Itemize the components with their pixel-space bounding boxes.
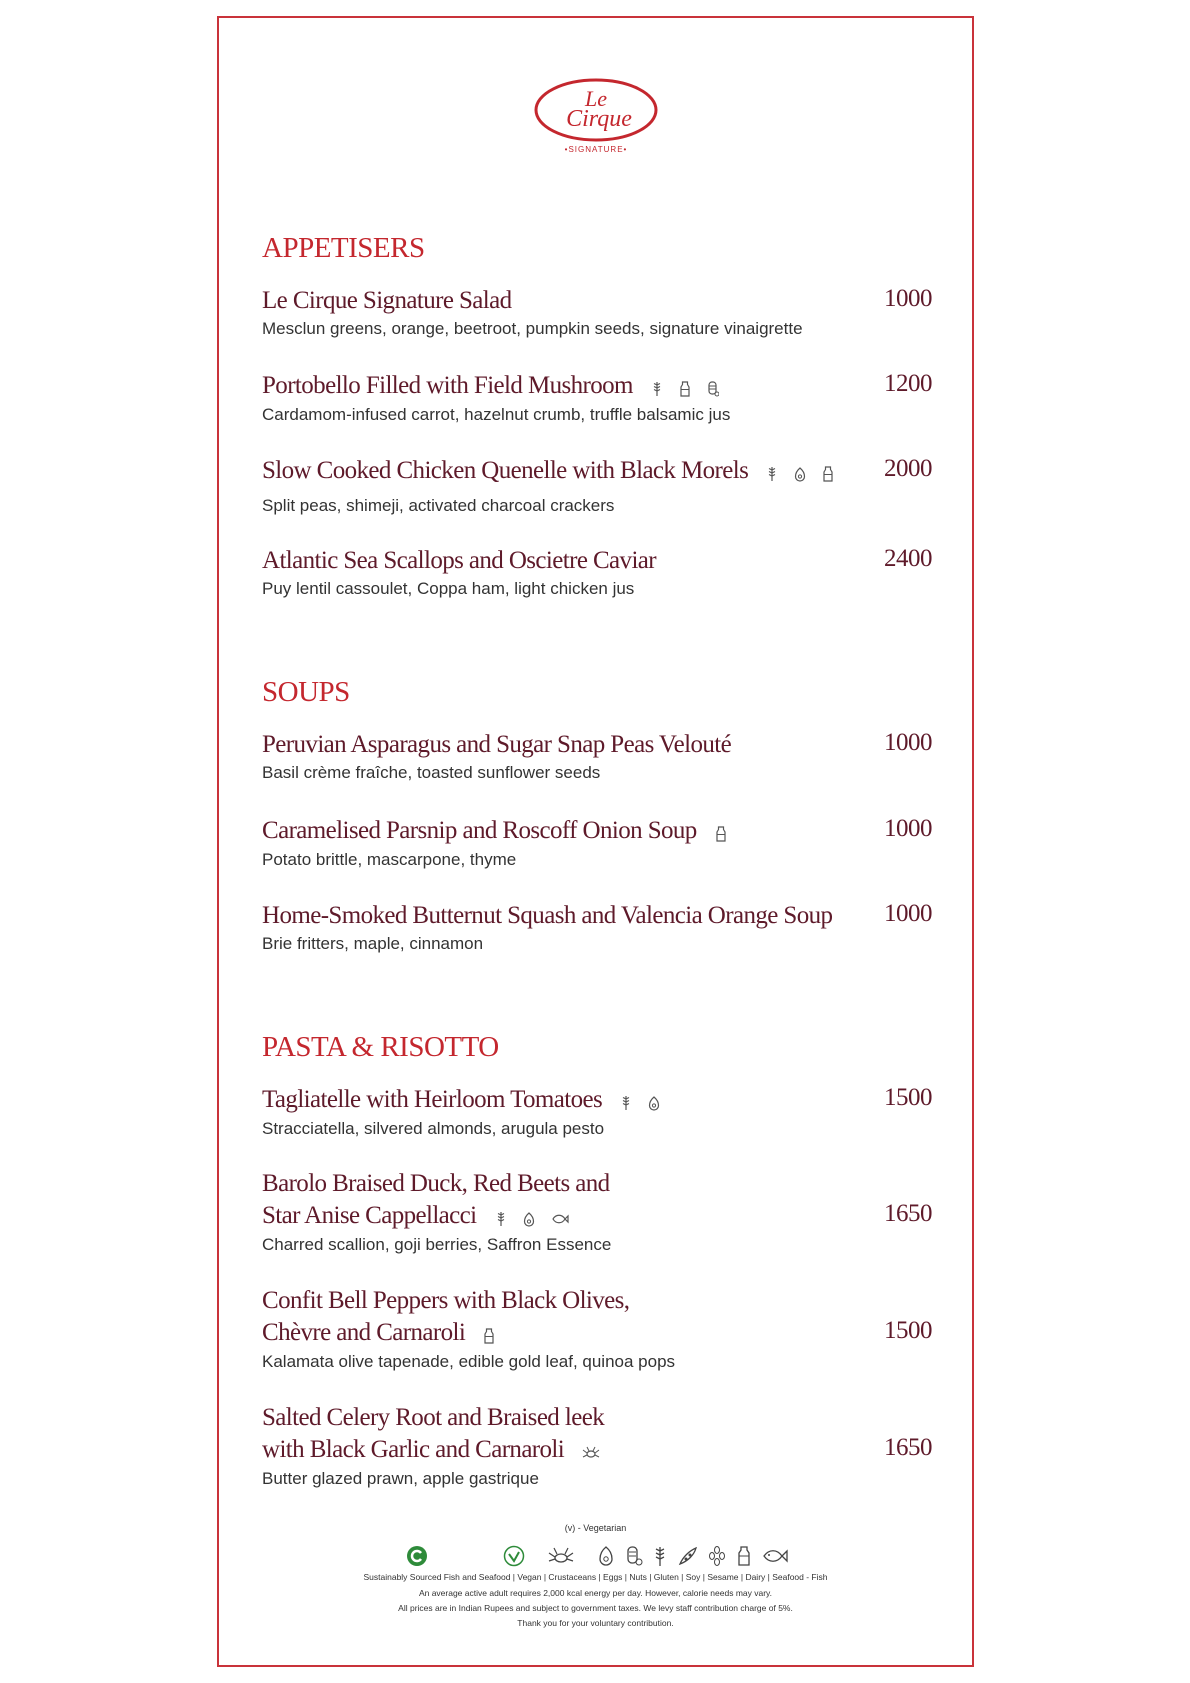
item-price: 1000 (884, 285, 932, 312)
item-name: Portobello Filled with Field Mushroom (262, 372, 633, 399)
allergen-icons (715, 816, 743, 848)
gluten-icon (766, 458, 794, 485)
item-price: 1000 (884, 900, 932, 927)
section-title-pasta-risotto: PASTA & RISOTTO (262, 1031, 499, 1063)
gluten-icon (620, 1087, 648, 1114)
menu-item (262, 1285, 932, 1372)
item-name-line1: Confit Bell Peppers with Black Olives, (262, 1287, 630, 1314)
item-name: Le Cirque Signature Salad (262, 287, 512, 314)
item-description: Brie fritters, maple, cinnamon (262, 934, 484, 953)
item-name: Tagliatelle with Heirloom Tomatoes (262, 1086, 603, 1113)
allergen-icons (582, 1435, 616, 1467)
tax-note: All prices are in Indian Rupees and subject to government taxes. We levy staff contribution charge of 5%. (398, 1603, 793, 1613)
item-description: Butter glazed prawn, apple gastrique (262, 1469, 539, 1489)
item-name-line1: Salted Celery Root and Braised leek (262, 1404, 605, 1431)
item-description: Split peas, shimeji, activated charcoal crackers (262, 496, 615, 516)
item-name: Home-Smoked Butternut Squash and Valencia Orange Soup (262, 902, 833, 929)
item-price: 1500 (884, 1084, 932, 1111)
sesame-icon (707, 1545, 727, 1567)
item-name-line2: Star Anise Cappellacci (262, 1202, 477, 1229)
svg-text:Cirque: Cirque (566, 106, 632, 132)
item-name-line2: Chèvre and Carnaroli (262, 1319, 466, 1346)
menu-item (262, 900, 932, 954)
item-description: Potato brittle, mascarpone, thyme (262, 850, 517, 870)
menu-item (262, 370, 932, 425)
legend-labels: Sustainably Sourced Fish and Seafood | Vegan | Crustaceans | Eggs | Nuts | Gluten | Soy | Sesame | Dairy | Seafood - Fish (363, 1572, 828, 1582)
item-price: 1000 (884, 729, 932, 756)
allergen-icons (766, 456, 850, 488)
allergen-icons (620, 1085, 676, 1117)
item-price: 1650 (884, 1434, 932, 1461)
menu-item (262, 815, 932, 870)
nuts-icon (707, 373, 735, 400)
item-price: 1650 (884, 1200, 932, 1227)
item-name: Atlantic Sea Scallops and Oscietre Caviar (262, 547, 657, 574)
dairy-icon (737, 1545, 751, 1567)
dairy-icon (483, 1320, 511, 1347)
dairy-icon (715, 818, 743, 845)
allergen-icons (483, 1318, 511, 1350)
nuts-icon (625, 1545, 643, 1567)
item-name-line2: with Black Garlic and Carnaroli (262, 1436, 565, 1463)
item-price: 1000 (884, 815, 932, 842)
item-price: 2400 (884, 545, 932, 572)
fish-icon (761, 1545, 789, 1567)
eggs-icon (648, 1087, 676, 1114)
calorie-note: An average active adult requires 2,000 kcal energy per day. However, calorie needs may vary. (418, 1588, 773, 1598)
item-price: 1500 (884, 1317, 932, 1344)
item-description: Cardamom-infused carrot, hazelnut crumb, truffle balsamic jus (262, 405, 731, 425)
item-name: Peruvian Asparagus and Sugar Snap Peas Velouté (262, 731, 732, 758)
crustaceans-icon (582, 1437, 616, 1464)
item-description: Kalamata olive tapenade, edible gold leaf, quinoa pops (262, 1352, 676, 1372)
section-title-appetisers: APPETISERS (262, 232, 425, 264)
eggs-icon (794, 458, 822, 485)
item-name: Slow Cooked Chicken Quenelle with Black Morels (262, 457, 749, 484)
eggs-icon (523, 1203, 551, 1230)
item-description: Stracciatella, silvered almonds, arugula pesto (262, 1119, 605, 1139)
fish-icon (551, 1203, 585, 1230)
item-price: 2000 (884, 455, 932, 482)
section-title-soups: SOUPS (262, 676, 350, 708)
dairy-icon (822, 458, 850, 485)
vegetarian-note: (v) - Vegetarian (564, 1523, 627, 1533)
item-description: Charred scallion, goji berries, Saffron Essence (262, 1235, 612, 1255)
menu-item (262, 729, 932, 783)
gluten-icon (653, 1545, 667, 1567)
item-price: 1200 (884, 370, 932, 397)
svg-text:Le: Le (585, 86, 607, 111)
menu-item (262, 1168, 932, 1255)
svg-text:•SIGNATURE•: •SIGNATURE• (564, 145, 628, 154)
item-name-line1: Barolo Braised Duck, Red Beets and (262, 1170, 610, 1197)
menu-item (262, 545, 932, 599)
vegan-icon (503, 1545, 525, 1567)
item-description: Basil crème fraîche, toasted sunflower seeds (262, 763, 601, 782)
item-description: Puy lentil cassoulet, Coppa ham, light chicken jus (262, 579, 635, 598)
gluten-icon (495, 1203, 523, 1230)
le-cirque-logo (533, 76, 659, 156)
menu-item (262, 1402, 932, 1489)
item-description: Mesclun greens, orange, beetroot, pumpkin seeds, signature vinaigrette (262, 319, 803, 338)
item-name: Caramelised Parsnip and Roscoff Onion Soup (262, 817, 697, 844)
menu-item (262, 1084, 932, 1139)
crustaceans-icon (547, 1545, 575, 1567)
gluten-icon (651, 373, 679, 400)
allergen-icons (651, 371, 735, 403)
dairy-icon (679, 373, 707, 400)
sustainable-seafood-icon (406, 1545, 428, 1567)
eggs-icon (598, 1545, 614, 1567)
soy-icon (677, 1545, 699, 1567)
legend-icons (217, 1545, 974, 1573)
menu-item (262, 455, 932, 516)
allergen-icons (495, 1201, 585, 1233)
menu-item (262, 285, 932, 339)
thank-you-note: Thank you for your voluntary contribution. (517, 1618, 674, 1628)
